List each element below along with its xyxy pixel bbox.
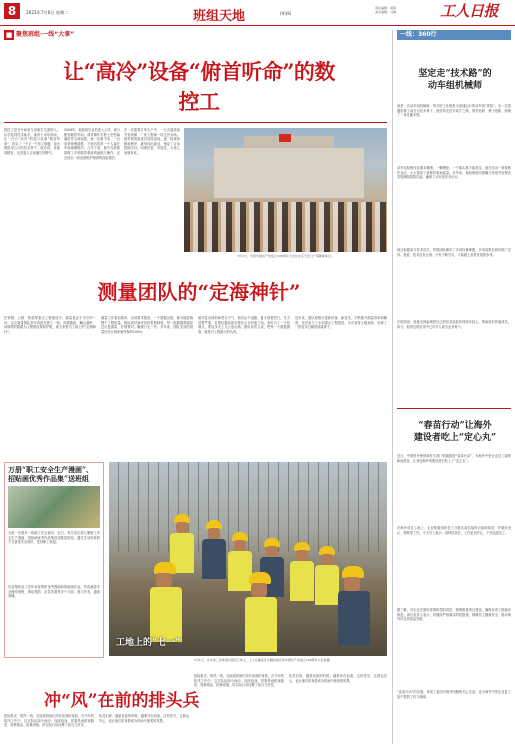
newspaper-masthead: 工人日报 [440,2,499,20]
article-text: 在铁路、公路、桥梁等重点工程建设中，测量是必不可少的一环。这支测量团队常年奔波在施工一线，风餐露宿，翻山越岭，用精准的数据为工程建设保驾护航，被大家誉为工地上的“定海神针”。 [4,316,96,334]
article-text: 队员们说，越是危险的时候，越要冲在前面。这份坚守，让群众安心，也让他们的身影成为风雨中最美的风景。 [289,674,387,683]
article-text: 在海外项目工地上，企业积极组织员工分批次前往接种点接种疫苗，并做好登记、观察等工作。不少员工表示，接种疫苗后，工作更加安心，干劲也更足了。 [397,526,511,535]
section-number: (9)(8) [280,11,292,16]
article-text: 在一次重要订单生产中，一台关键设备突发故障，厂家工程师一时无法到场。他带领班组成员连续奋战，逐一排查线路和程序，最终找出症结，保证了订单按期交付。同事们说，有他在，大家心里就有底。 [124,128,180,155]
editor-info: 责任编辑：胡颖 美术编辑：马琳 [375,6,397,14]
headline-survey-team: 测量团队的“定海神针” [97,280,301,304]
photo-title: 工地上的“七一” [116,638,181,648]
article-text: 数控工是在车间里与设备打交道的人。从学徒到技术能手，他用十余年时间，让一台台“高冷”的进口设备“俯首听命”，攻克了一个又一个加工难题，成为班组里公认的技术骨干。他总说，设备再精密，也得靠人去读懂它的脾气。 [4,128,60,155]
right-column-tag: 一线：360行 [397,30,511,40]
article-text: 近日，中国驻外使馆和有关部门积极推进“春苗行动”，为海外中资企业员工接种新冠疫苗，让身处海外的建设者们吃上了“定心丸”。 [397,454,511,463]
article-text: 近年来，团队积极引进新设备、新技术，不断提升测量效率和精度，先后参与了多项重点工程建设，多次获得上级表彰，培养了一批技术过硬的测量骨干。 [295,316,387,330]
box-text: 作品集收录了近年来征集的优秀漫画和招贴画作品，内容涵盖安全操作规程、事故预防、应急处置等多个方面，图文并茂，通俗易懂。 [8,585,100,599]
article-text: 面对复杂地形和恶劣天气，他们从不退缩。夏天顶着烈日，冬天冒着严寒，扛着仪器设备穿梭在山谷河流之间。有时为了一个控制点，要徒步走上几公里山路。团队负责人说，把每一个数据测准，就是对工程最大的负责。 [198,316,290,334]
article-text: 他是一名动车组机械师，每天的工作就是为高速运行的动车组“体检”。从一名普通检修工成长为技术骨干，他坚持走技术成才之路，刻苦钻研、勇于创新，练就了一身过硬本领。 [397,104,511,118]
headline-emu-mechanic: 坚定走“技术路”的 动车组机械师 [418,69,492,91]
article-text: 测量工作看似简单，实则要求极高，一个数据出错，就可能影响整个工程质量。团队成员始终坚持复核制度，每一组数据都要经过反复测量、仔细核对，确保万无一失。多年来，团队完成的测量任务合格率始终保持100%。 [101,316,193,334]
main-column [4,30,387,744]
sidebar-box-safety-comics [4,462,104,658]
headline-cnc-worker: 让“高冷”设备“俯首听命”的数控工 [63,59,335,114]
tag-icon: ■ [5,31,13,39]
column-tag [4,30,74,40]
page-header [0,0,515,26]
divider [4,122,387,123]
article-text: 在班组里，他毫无保留地把自己的技术经验传授给年轻人，帮助他们快速成长。如今，他带过的徒弟中已有多人成为业务骨干。 [397,320,511,329]
news-photo-workers [109,462,387,656]
article-text: 他还积极参与技术攻关，带领团队解决了多项检修难题，多项成果在段内推广应用。他说，技术没有止境，只有不断学习，才能跟上高铁发展的步伐。 [397,248,511,257]
box-title: 万册“职工安全生产漫画”、招贴画优秀作品集”送班组 [8,465,94,483]
section-title: 班组天地 [193,9,246,24]
article-text: 队员们说，越是危险的时候，越要冲在前面。这份坚守，让群众安心，也让他们的身影成为风雨中最美的风景。 [99,714,189,723]
box-text: 为进一步提升一线职工安全意识，近日，有关单位将万册职工安全生产漫画、招贴画优秀作品集送到基层班组，通过生动形象的方式普及安全知识，受到职工欢迎。 [8,531,100,545]
news-photo-ceremony [184,128,387,252]
headline-spring-seedling: “春苗行动”让海外 建设者吃上“定心丸” [413,421,497,443]
divider [397,408,511,409]
article-text: 动车组检修作业要求精细，一颗螺栓、一个插头都不能放过。他总结出一套检修作业法，大大提高了检修效率和质量。多年来，他和班组同事累计发现并处理各类故障隐患数百起，确保了动车组安全运行。 [397,166,511,180]
article-text: 抢险救灾、防汛一线，总能看到他们冲在前面的身影。在今年的防汛工作中，这支队伍闻令而动，连续奋战，冒着风雨排查隐患、转移群众、抢修设施，用实际行动诠释了担当与责任。 [4,714,94,728]
page-number: 8 [4,3,20,19]
issue-date: 2021年7月6日 星期二 [26,10,69,15]
photo-caption: 7月1日，庆祝中国共产党成立100周年大会在北京天安门广场隆重举行。 [237,254,334,258]
box-photo [8,486,100,528]
photo-caption: 7月1日，在中建三局某项目建设工地上，工人们戴着安全帽收看庆祝中国共产党成立100周年大会直播。 [194,658,333,662]
headline-flood-team: 冲“风”在前的排头兵 [44,691,200,711]
right-column [392,30,511,744]
article-text: 据了解，各企业在做好疫情防控的同时，统筹推进项目建设，确保各项工程稳步推进。项目负责人表示，将继续严格落实防控措施，保障员工健康安全，推动海外项目高质量发展。 [397,608,511,622]
article-text: 抢险救灾、防汛一线，总能看到他们冲在前面的身影。在今年的防汛工作中，这支队伍闻令而动，连续奋战，冒着风雨排查隐患、转移群众、抢修设施，用实际行动诠释了担当与责任。 [194,674,284,688]
article-text: “春苗行动”的实施，体现了祖国对海外同胞的关心关爱，也为海外中资企业复工复产提供了有力保障。 [397,690,511,699]
column-tag-label: 聚焦班组·一线“大拿” [16,31,75,38]
article-text: 2006年，他技校毕业后进入公司，被分配到数控车间。面对操作手册上密密麻麻的外文和参数，他一边啃书本，一边向老师傅请教，下班后常常一个人留在车间琢磨程序。几年下来，他不仅熟练掌握了多种数控系统的编程与操作，还总结出一套设备维护保养的经验做法。 [64,128,120,160]
